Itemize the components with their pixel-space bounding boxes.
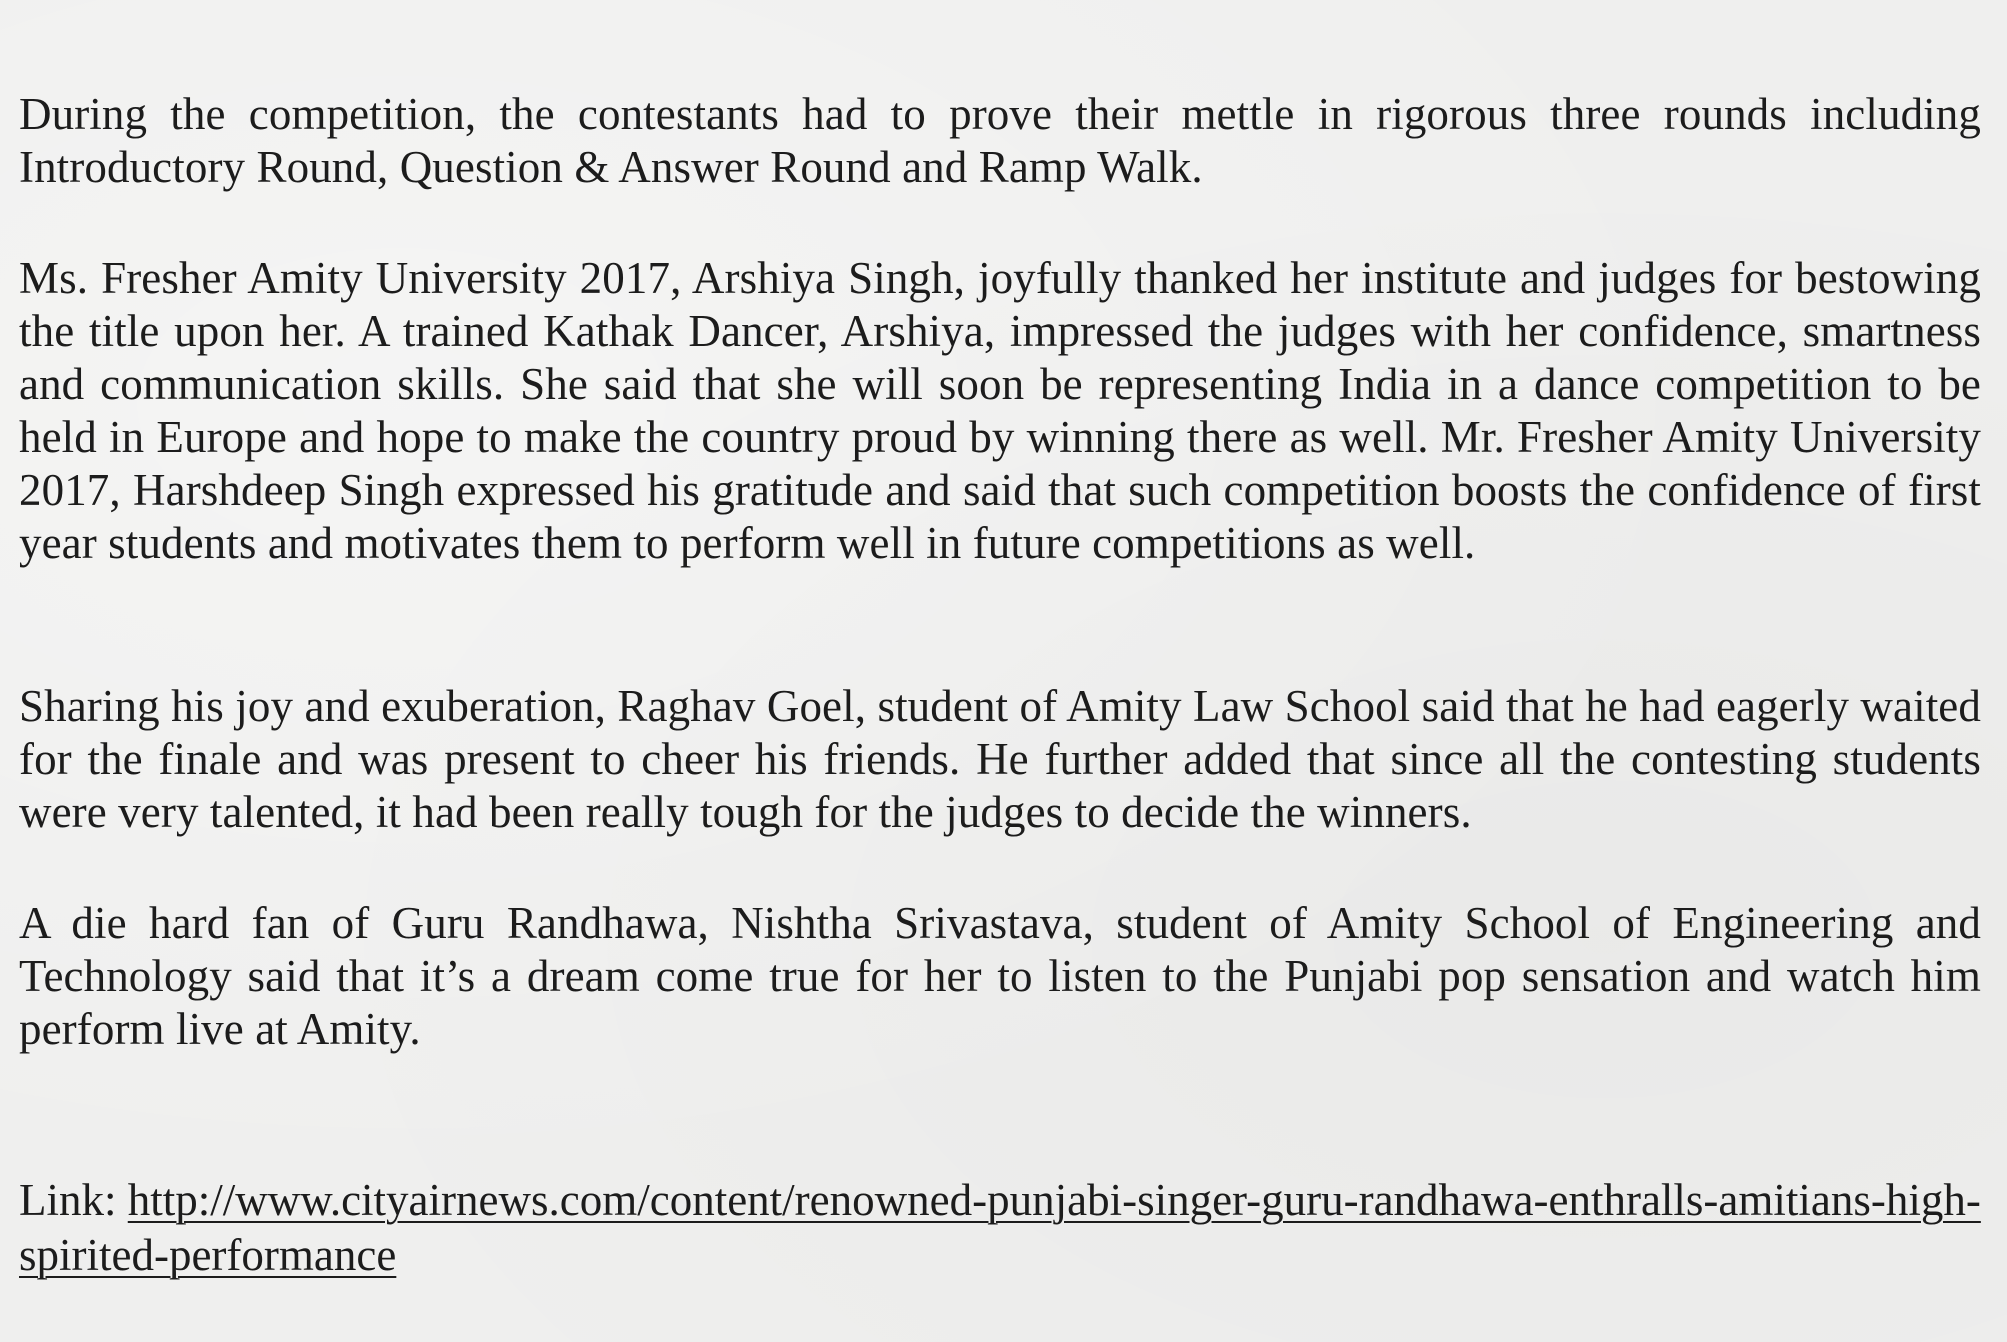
source-link-line [19, 1173, 1981, 1283]
paragraph-raghav-goel-quote: Sharing his joy and exuberation, Raghav Goel, student of Amity Law School said that he had eagerly waited for the finale and was present to cheer his friends. He further added that since all the contesting students were very talented, it had been really tough for the judges to decide the winners. [19, 681, 1981, 837]
source-url-link[interactable]: http://www.cityairnews.com/content/renowned-punjabi-singer-guru-randhawa-enthralls-amitians-high-spirited-performance [19, 1175, 1981, 1280]
link-label: Link: [19, 1175, 128, 1225]
paragraph-fresher-winners: Ms. Fresher Amity University 2017, Arshiya Singh, joyfully thanked her institute and judges for bestowing the title upon her. A trained Kathak Dancer, Arshiya, impressed the judges with her confidence, smartness and communication skills. She said that she will soon be representing India in a dance competition to be held in Europe and hope to make the country proud by winning there as well. Mr. Fresher Amity University 2017, Harshdeep Singh expressed his gratitude and said that such competition boosts the confidence of first year students and motivates them to perform well in future competitions as well. [19, 253, 1981, 568]
paragraph-competition-rounds: During the competition, the contestants had to prove their mettle in rigorous three rounds including Introductory Round, Question & Answer Round and Ramp Walk. [19, 89, 1981, 192]
paragraph-nishtha-srivastava-quote: A die hard fan of Guru Randhawa, Nishtha Srivastava, student of Amity School of Engineering and Technology said that it’s a dream come true for her to listen to the Punjabi pop sensation and watch him perform live at Amity. [19, 898, 1981, 1054]
